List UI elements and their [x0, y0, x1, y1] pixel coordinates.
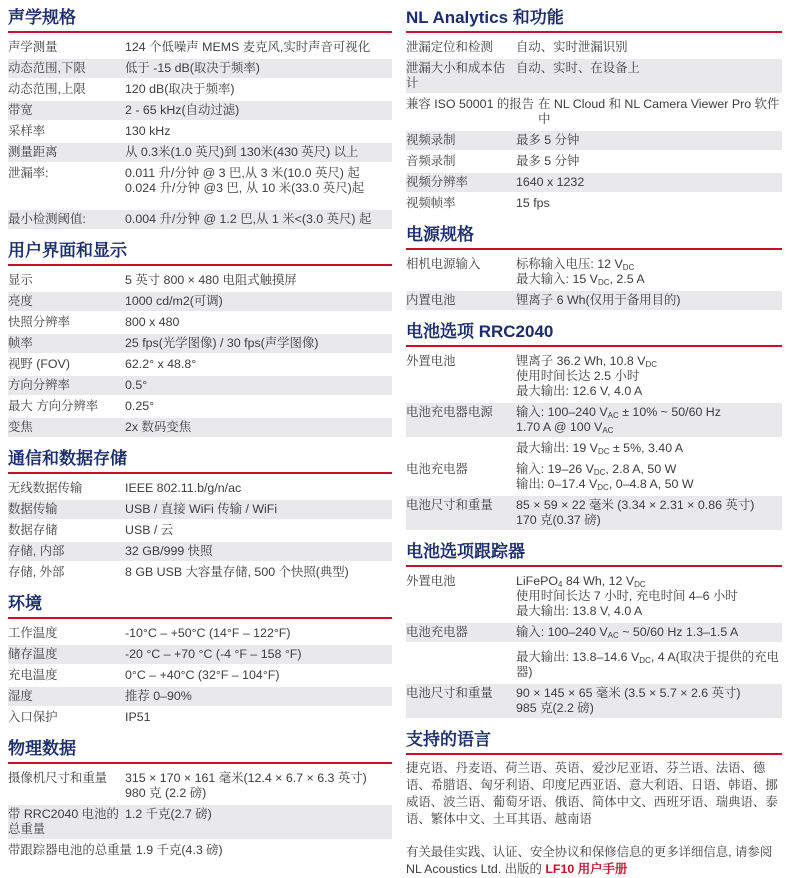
- spec-value: [125, 61, 392, 76]
- spec-row: [8, 708, 392, 727]
- spec-row: [8, 38, 392, 57]
- spec-label: 最大 方向分辨率: [8, 399, 99, 413]
- spec-row: [406, 496, 782, 530]
- spec-value-line: 1.2 千克(2.7 磅): [125, 807, 212, 821]
- spec-row: [406, 95, 782, 129]
- spec-label: 带宽: [8, 103, 33, 117]
- spec-value: [125, 145, 392, 160]
- manual-note-text: 有关最佳实践、认证、安全协议和保修信息的更多详细信息, 请参阅 NL Acoustics Ltd. 出版的: [406, 845, 773, 876]
- spec-value-line: 输入: 100–240 $V_{AC} \pm 10\%$ ~ 50/60 Hz: [516, 405, 721, 420]
- spec-section: [406, 730, 782, 878]
- spec-row: [406, 648, 782, 682]
- spec-value: [516, 625, 782, 640]
- spec-row: [406, 194, 782, 213]
- subscript: DC: [597, 278, 610, 287]
- spec-value-line: 25 fps(光学图像) / 30 fps(声学图像): [125, 336, 319, 350]
- spec-value: [125, 626, 392, 641]
- spec-label: 电池充电器: [406, 625, 468, 639]
- spec-value: [125, 124, 392, 139]
- section-title: 支持的语言: [406, 730, 491, 749]
- subscript: 4: [558, 580, 563, 589]
- right-column: [406, 8, 782, 878]
- spec-label: 电池尺寸和重量: [406, 686, 493, 700]
- section-divider: [406, 248, 782, 250]
- section-divider: [8, 472, 392, 474]
- spec-value: [125, 502, 392, 517]
- spec-label: 存储, 内部: [8, 544, 65, 558]
- spec-row: [8, 376, 392, 395]
- spec-value-line: 1640 x 1232: [516, 175, 585, 189]
- section-divider: [406, 31, 782, 33]
- spec-value-line: 锂离子 6 Wh(仅用于备用目的): [516, 293, 681, 307]
- languages-paragraph: 捷克语、丹麦语、荷兰语、英语、爱沙尼亚语、芬兰语、法语、德语、希腊语、匈牙利语、印度尼西亚语、意大利语、日语、韩语、挪威语、波兰语、葡萄牙语、俄语、简体中文、西班牙语、瑞典语、泰语、繁体中文、土耳其语、越南语: [406, 761, 778, 826]
- spec-row: [8, 841, 392, 860]
- spec-value-line: LiFePO$_4$ 84 Wh, 12 $V_{DC}$: [516, 574, 646, 589]
- spec-value-line: 0.011 升/分钟 @ 3 巴,从 3 米(10.0 英尺) 起: [125, 166, 360, 180]
- spec-row: [8, 521, 392, 540]
- spec-row: [8, 122, 392, 141]
- spec-label: 方向分辨率: [8, 378, 70, 392]
- spec-value-line: 从 0.3米(1.0 英尺)到 130米(430 英尺) 以上: [125, 145, 359, 159]
- subscript: DC: [622, 263, 635, 272]
- spec-value-line: 输出: 0–17.4 $V_{DC}$, 0–4.8 A, 50 W: [516, 477, 694, 492]
- spec-row: [8, 101, 392, 120]
- spec-value-line: 输入: 19–26 $V_{DC}$, 2.8 A, 50 W: [516, 462, 677, 477]
- subscript: AC: [607, 411, 619, 420]
- spec-label: 存储, 外部: [8, 565, 65, 579]
- subscript: DC: [593, 468, 606, 477]
- spec-label: [406, 650, 516, 680]
- spec-value-line: IEEE 802.11.b/g/n/ac: [125, 481, 242, 495]
- spec-label: 外置电池: [406, 354, 456, 368]
- spec-row: [8, 292, 392, 311]
- spec-label: 数据传输: [8, 502, 58, 516]
- spec-value-line: USB / 云: [125, 523, 174, 537]
- left-column: [8, 8, 392, 878]
- spec-label: 内置电池: [406, 293, 456, 307]
- spec-value-line: 最多 5 分钟: [516, 154, 580, 168]
- spec-label: 储存温度: [8, 647, 58, 661]
- spec-value: [125, 315, 392, 330]
- spec-value-line: 最大输出: 13.8–14.6 $V_{DC}$, 4 A(取决于提供的充电器): [516, 650, 779, 679]
- spec-row: [8, 164, 392, 198]
- spec-row: [8, 645, 392, 664]
- spec-row: [406, 38, 782, 57]
- subscript: DC: [597, 483, 609, 492]
- spec-label: 泄漏率:: [8, 166, 49, 180]
- spec-value-line: 1.70 A @ 100 $V_{AC}$: [516, 420, 614, 435]
- spec-value: [125, 103, 392, 118]
- spec-value: [125, 40, 392, 55]
- spec-value-line: -10°C – +50°C (14°F – 122°F): [125, 626, 291, 640]
- spec-value-line: 315 × 170 × 161 毫米(12.4 × 6.7 × 6.3 英寸): [125, 771, 367, 785]
- spec-value: [125, 523, 392, 538]
- section-title: 电池选项跟踪器: [406, 542, 525, 561]
- spec-label: 动态范围,上限: [8, 82, 86, 96]
- spec-label: 显示: [8, 273, 33, 287]
- spec-value: [516, 441, 782, 456]
- spec-value: [538, 97, 782, 127]
- spec-value-line: 32 GB/999 快照: [125, 544, 213, 558]
- spec-label: 电池充电器: [406, 462, 468, 476]
- spec-section: [406, 225, 782, 310]
- spec-row: [406, 152, 782, 171]
- spec-row: [8, 666, 392, 685]
- spec-value-line: 0.024 升/分钟 @3 巴, 从 10 米(33.0 英尺)起: [125, 181, 365, 195]
- spec-value-line: -20 °C – +70 °C (-4 °F – 158 °F): [125, 647, 302, 661]
- spec-section: [406, 8, 782, 213]
- spec-label: 带 RRC2040 电池的总重量: [8, 807, 119, 836]
- spec-value: [125, 668, 392, 683]
- spec-value-line: 62.2° x 48.8°: [125, 357, 197, 371]
- subscript: DC: [639, 656, 651, 665]
- spec-value-line: 自动、实时泄漏识别: [516, 40, 628, 54]
- spec-value: [516, 61, 782, 91]
- spec-value: [125, 399, 392, 414]
- spec-value: [125, 689, 392, 704]
- spec-value: [516, 40, 782, 55]
- spec-label: 入口保护: [8, 710, 58, 724]
- spec-label: 视野 (FOV): [8, 357, 70, 371]
- spec-value: [516, 196, 782, 211]
- section-title: 物理数据: [8, 739, 76, 758]
- spec-value: [125, 273, 392, 288]
- spec-value: [125, 357, 392, 372]
- spec-row: [8, 334, 392, 353]
- spec-value-line: 980 克 (2.2 磅): [125, 786, 207, 800]
- spec-value-line: 低于 -15 dB(取决于频率): [125, 61, 260, 75]
- spec-row: [8, 397, 392, 416]
- spec-value: [516, 650, 782, 680]
- section-divider: [406, 753, 782, 755]
- section-title: 电池选项 RRC2040: [406, 322, 554, 341]
- spec-value-line: 0.004 升/分钟 @ 1.2 巴,从 1 米<(3.0 英尺) 起: [125, 212, 372, 226]
- spec-label: 充电温度: [8, 668, 58, 682]
- spec-label: 快照分辨率: [8, 315, 70, 329]
- spec-label: 带跟踪器电池的总重量: [8, 843, 132, 857]
- spec-row: [8, 805, 392, 839]
- section-divider: [8, 617, 392, 619]
- spec-label: 亮度: [8, 294, 33, 308]
- spec-label: [406, 441, 516, 456]
- spec-row: [8, 210, 392, 229]
- section-divider: [406, 565, 782, 567]
- spec-sheet: [8, 8, 782, 878]
- subscript: DC: [634, 580, 646, 589]
- spec-row: [406, 403, 782, 437]
- section-title: NL Analytics 和功能: [406, 8, 564, 27]
- section-title: 电源规格: [406, 225, 474, 244]
- spec-row: [8, 59, 392, 78]
- spec-value: [516, 175, 782, 190]
- spec-row: [8, 80, 392, 99]
- spec-value: [125, 710, 392, 725]
- section-title: 用户界面和显示: [8, 241, 127, 260]
- spec-value: [516, 574, 782, 619]
- spec-label: 动态范围,下限: [8, 61, 86, 75]
- spec-section: [8, 8, 392, 229]
- spec-value: [125, 212, 392, 227]
- subscript: AC: [602, 426, 614, 435]
- spec-value-line: 0°C – +40°C (32°F – 104°F): [125, 668, 280, 682]
- spec-value-line: 15 fps: [516, 196, 550, 210]
- spec-value: [125, 82, 392, 97]
- spec-value-line: 最大输出: 13.8 V, 4.0 A: [516, 604, 643, 618]
- spec-value: [125, 420, 392, 435]
- spec-value: [136, 843, 392, 858]
- spec-value-line: 85 × 59 × 22 毫米 (3.34 × 2.31 × 0.86 英寸): [516, 498, 755, 512]
- spec-label: 无线数据传输: [8, 481, 83, 495]
- spec-row: [406, 684, 782, 718]
- spec-value: [516, 293, 782, 308]
- spec-section: [406, 322, 782, 530]
- spec-section: [8, 594, 392, 727]
- spec-value-line: 最大输出: 19 $V_{DC} \pm 5\%$, 3.40 A: [516, 441, 684, 456]
- spec-label: 视频分辨率: [406, 175, 468, 189]
- spec-value-line: 2 - 65 kHz(自动过滤): [125, 103, 240, 117]
- spec-value-line: 170 克(0.37 磅): [516, 513, 601, 527]
- spec-value-line: 1000 cd/m2(可调): [125, 294, 223, 308]
- spec-value: [125, 771, 392, 801]
- spec-value-line: 800 x 480: [125, 315, 180, 329]
- spec-value-line: 130 kHz: [125, 124, 171, 138]
- spec-value: [516, 354, 782, 399]
- spec-value: [516, 498, 782, 528]
- spec-value-line: 使用时间长达 2.5 小时: [516, 369, 640, 383]
- spec-row: [8, 769, 392, 803]
- spec-value: [516, 133, 782, 148]
- spec-value: [516, 462, 782, 492]
- spec-label: 工作温度: [8, 626, 58, 640]
- spec-value: [516, 405, 782, 435]
- subscript: DC: [597, 447, 610, 456]
- section-title: 环境: [8, 594, 42, 613]
- spec-label: 湿度: [8, 689, 33, 703]
- spec-label: 电池充电器电源: [406, 405, 493, 419]
- spec-label: 变焦: [8, 420, 33, 434]
- spec-row: [406, 352, 782, 401]
- spec-value-line: 8 GB USB 大容量存储, 500 个快照(典型): [125, 565, 349, 579]
- spec-value-line: 最大输入: 15 $V_{DC}$, 2.5 A: [516, 272, 645, 287]
- spec-value: [516, 686, 782, 716]
- spec-value: [125, 294, 392, 309]
- spec-label: 最小检测阈值:: [8, 212, 86, 226]
- spec-row: [8, 479, 392, 498]
- section-title: 声学规格: [8, 8, 76, 27]
- spec-value-line: 标称输入电压: 12 $V_{DC}$: [516, 257, 635, 272]
- section-divider: [8, 31, 392, 33]
- spec-row: [406, 460, 782, 494]
- spec-value-line: 输入: 100–240 $V_{AC}$ ~ 50/60 Hz 1.3–1.5 A: [516, 625, 739, 640]
- spec-label: 泄漏定位和检测: [406, 40, 493, 54]
- spec-label: 兼容 ISO 50001 的报告: [406, 97, 535, 111]
- spec-label: 帧率: [8, 336, 33, 350]
- section-divider: [406, 345, 782, 347]
- spec-row: [8, 271, 392, 290]
- spec-label: 采样率: [8, 124, 46, 138]
- spec-value: [125, 166, 392, 196]
- spec-value-line: 在 NL Cloud 和 NL Camera Viewer Pro 软件中: [538, 97, 780, 126]
- spec-row: [406, 439, 782, 458]
- subscript: DC: [645, 360, 658, 369]
- spec-value: [125, 544, 392, 559]
- spec-row: [8, 313, 392, 332]
- spec-value-line: IP51: [125, 710, 151, 724]
- spec-value: [125, 807, 392, 837]
- spec-label: 泄漏大小和成本估计: [406, 61, 506, 90]
- spec-row: [406, 291, 782, 310]
- spec-label: 摄像机尺寸和重量: [8, 771, 108, 785]
- spec-value-line: 90 × 145 × 65 毫米 (3.5 × 5.7 × 2.6 英寸): [516, 686, 741, 700]
- spec-value-line: 推荐 0–90%: [125, 689, 192, 703]
- spec-label: 音频录制: [406, 154, 456, 168]
- spec-value: [125, 647, 392, 662]
- spec-value-line: 1.9 千克(4.3 磅): [135, 843, 223, 857]
- section-divider: [8, 762, 392, 764]
- section-divider: [8, 264, 392, 266]
- spec-value-line: 985 克(2.2 磅): [516, 701, 594, 715]
- spec-row: [8, 563, 392, 582]
- spec-value-line: 0.5°: [125, 378, 148, 392]
- spec-value-line: 5 英寸 800 × 480 电阻式触摸屏: [125, 273, 297, 287]
- user-manual-link[interactable]: LF10 用户手册: [545, 862, 628, 876]
- spec-value-line: USB / 直接 WiFi 传输 / WiFi: [125, 502, 278, 516]
- spec-value: [125, 336, 392, 351]
- spec-label: 视频帧率: [406, 196, 456, 210]
- spec-row: [406, 255, 782, 289]
- section-title: 通信和数据存储: [8, 449, 127, 468]
- spec-row: [406, 173, 782, 192]
- spec-section: [406, 542, 782, 718]
- spec-value: [125, 565, 392, 580]
- spec-value-line: 124 个低噪声 MEMS 麦克风,实时声音可视化: [125, 40, 371, 54]
- subscript: AC: [607, 631, 619, 640]
- spec-row: [406, 59, 782, 93]
- spec-row: [406, 572, 782, 621]
- spec-label: 测量距离: [8, 145, 58, 159]
- spec-value-line: 最大输出: 12.6 V, 4.0 A: [516, 384, 643, 398]
- spec-row: [406, 131, 782, 150]
- spec-value-line: 锂离子 36.2 Wh, 10.8 $V_{DC}$: [516, 354, 658, 369]
- spec-value: [516, 154, 782, 169]
- spec-row: [8, 687, 392, 706]
- spec-value: [125, 378, 392, 393]
- spec-value-line: 2x 数码变焦: [125, 420, 192, 434]
- spec-value-line: 自动、实时、在设备上: [516, 61, 640, 75]
- spec-value: [516, 257, 782, 287]
- spec-value-line: 0.25°: [125, 399, 155, 413]
- spec-label: 数据存储: [8, 523, 58, 537]
- spec-label: 外置电池: [406, 574, 456, 588]
- spec-section: [8, 449, 392, 582]
- spec-value-line: 使用时间长达 7 小时, 充电时间 4–6 小时: [516, 589, 738, 603]
- spec-label: 电池尺寸和重量: [406, 498, 493, 512]
- spec-row: [406, 623, 782, 642]
- spec-value-line: 最多 5 分钟: [516, 133, 580, 147]
- spec-label: 视频录制: [406, 133, 456, 147]
- spec-label: 相机电源输入: [406, 257, 481, 271]
- spec-row: [8, 500, 392, 519]
- spec-label: 声学测量: [8, 40, 58, 54]
- spec-row: [8, 143, 392, 162]
- manual-note: [406, 844, 782, 878]
- spec-section: [8, 739, 392, 860]
- spec-value: [125, 481, 392, 496]
- spec-value-line: 120 dB(取决于频率): [125, 82, 235, 96]
- spec-row: [8, 542, 392, 561]
- spec-row: [8, 418, 392, 437]
- spec-row: [8, 624, 392, 643]
- spec-row: [8, 355, 392, 374]
- spec-section: [8, 241, 392, 437]
